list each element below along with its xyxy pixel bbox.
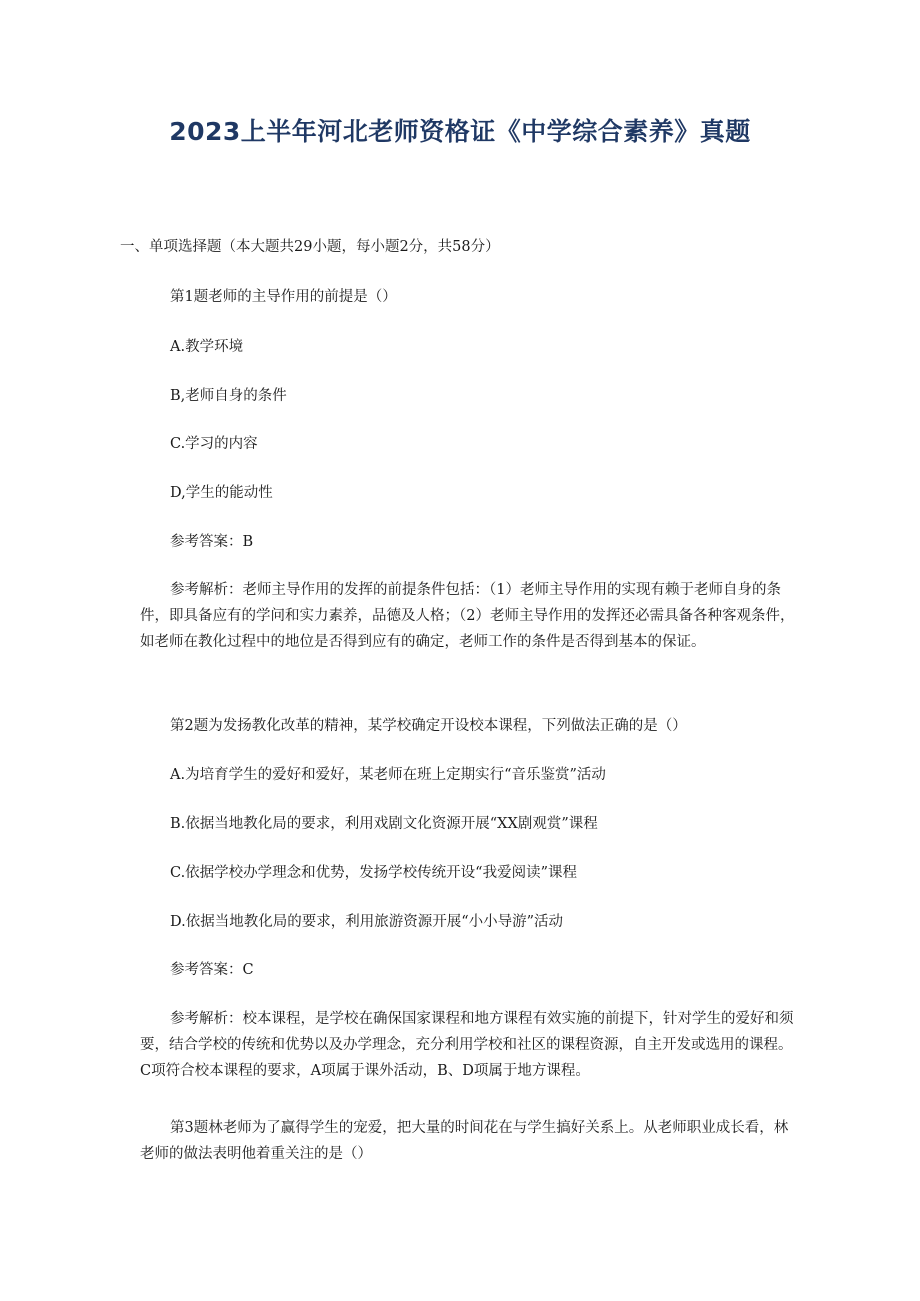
question-1-option-a: A.教学环境: [170, 339, 244, 355]
question-2-option-b: B.依据当地教化局的要求，利用戏剧文化资源开展“XX剧观赏”课程: [170, 816, 598, 832]
question-2-answer: 参考答案：C: [170, 962, 254, 978]
question-2-option-d: D.依据当地教化局的要求，利用旅游资源开展“小小导游”活动: [170, 914, 564, 930]
section-heading: 一、单项选择题（本大题共29小题，每小题2分，共58分）: [120, 239, 500, 255]
document-title: 2023上半年河北老师资格证《中学综合素养》真题: [169, 117, 751, 146]
question-2-option-a: A.为培育学生的爱好和爱好，某老师在班上定期实行“音乐鉴赏”活动: [170, 767, 606, 783]
question-1-option-b: B,老师自身的条件: [170, 388, 287, 404]
question-1-stem: 第1题老师的主导作用的前提是（）: [170, 289, 397, 305]
question-2-stem: 第2题为发扬教化改革的精神，某学校确定开设校本课程，下列做法正确的是（）: [170, 718, 687, 734]
question-1-option-d: D,学生的能动性: [170, 485, 273, 501]
question-1-analysis: 参考解析：老师主导作用的发挥的前提条件包括：（1）老师主导作用的实现有赖于老师自身的条件，即具备应有的学问和实力素养，品德及人格；（2）老师主导作用的发挥还必需具备各种客观条件，如老师在教化过程中的地位是否得到应有的确定，老师工作的条件是否得到基本的保证。: [140, 582, 795, 650]
question-2-analysis: 参考解析：校本课程，是学校在确保国家课程和地方课程有效实施的前提下，针对学生的爱好和须要，结合学校的传统和优势以及办学理念，充分利用学校和社区的课程资源，自主开发或选用的课程。C项符合校本课程的要求，A项属于课外活动，B、D项属于地方课程。: [140, 1011, 794, 1079]
question-3-stem: 第3题林老师为了赢得学生的宠爱，把大量的时间花在与学生搞好关系上。从老师职业成长看，林老师的做法表明他着重关注的是（）: [140, 1120, 789, 1162]
question-1-option-c: C.学习的内容: [170, 436, 258, 452]
question-2-option-c: C.依据学校办学理念和优势，发扬学校传统开设“我爱阅读”课程: [170, 865, 578, 881]
question-1-answer: 参考答案：B: [170, 534, 254, 550]
